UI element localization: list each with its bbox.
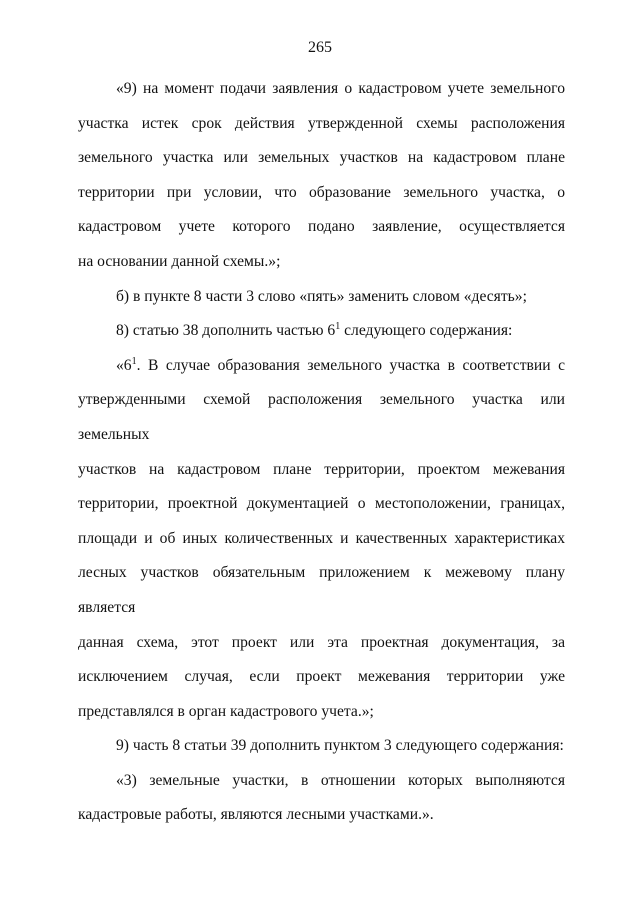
- paragraph-item-9: [78, 72, 565, 280]
- document-body: [78, 72, 565, 833]
- text-line: утвержденными схемой расположения земельного участка или земельных: [78, 391, 565, 443]
- paragraph-item-8: [78, 314, 565, 349]
- paragraph-item-9-article-39: [78, 729, 565, 764]
- text-line: участка истек срок действия утвержденной схемы расположения: [78, 114, 565, 132]
- text-line: земельного участка или земельных участков на кадастровом плане: [78, 149, 565, 167]
- text-line: кадастровом учете которого подано заявление, осуществляется: [78, 218, 565, 236]
- page-number: 265: [308, 39, 332, 56]
- text-line: б) в пункте 8 части 3 слово «пять» заменить словом «десять»;: [116, 287, 527, 305]
- paragraph-part-6-1: [78, 349, 565, 730]
- text-line: представлялся в орган кадастрового учета.»;: [78, 702, 374, 720]
- text-line: кадастровые работы, являются лесными участками.».: [78, 806, 434, 824]
- text-line: территории, проектной документацией о местоположении, границах,: [78, 495, 565, 513]
- text-fragment: «6: [116, 356, 132, 374]
- text-fragment: 8) статью 38 дополнить частью 6: [116, 322, 336, 340]
- text-line: 9) часть 8 статьи 39 дополнить пунктом 3 следующего содержания:: [116, 737, 564, 755]
- text-line: участков на кадастровом плане территории, проектом межевания: [78, 460, 565, 478]
- text-line: территории при условии, что образование земельного участка, о: [78, 183, 565, 201]
- paragraph-subitem-b: [78, 280, 565, 315]
- paragraph-point-3: [78, 764, 565, 833]
- text-line: [78, 314, 565, 349]
- superscript: 1: [131, 355, 137, 367]
- text-line: [78, 349, 565, 384]
- text-fragment: следующего содержания:: [340, 322, 513, 340]
- text-line: «3) земельные участки, в отношении которых выполняются: [116, 771, 565, 789]
- text-line: лесных участков обязательным приложением к межевому плану является: [78, 564, 565, 616]
- text-line: на основании данной схемы.»;: [78, 252, 281, 270]
- text-line: «9) на момент подачи заявления о кадастровом учете земельного: [116, 80, 565, 97]
- text-line: данная схема, этот проект или эта проектная документация, за: [78, 633, 565, 651]
- superscript: 1: [335, 320, 341, 332]
- text-line: площади и об иных количественных и качественных характеристиках: [78, 529, 565, 547]
- text-line: исключением случая, если проект межевания территории уже: [78, 668, 565, 686]
- text-fragment: . В случае образования земельного участка в соответствии с: [136, 356, 565, 374]
